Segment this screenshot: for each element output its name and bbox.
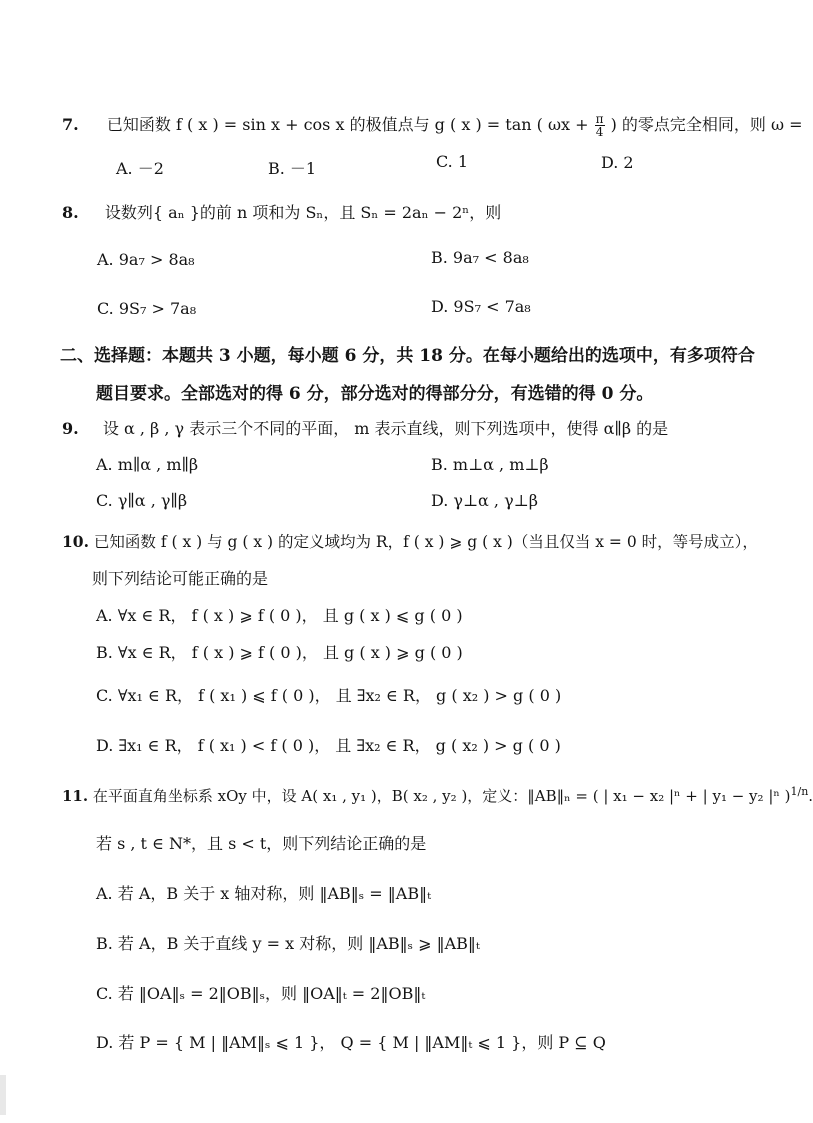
option-b[interactable]: B. 若 A，B 关于直线 y = x 对称，则 ‖AB‖ₛ ⩾ ‖AB‖ₜ <box>96 934 480 953</box>
question-number: 7. <box>62 115 79 134</box>
question-stem: 设 α , β , γ 表示三个不同的平面， m 表示直线，则下列选项中，使得 α∥β 的是 <box>102 419 669 438</box>
section-header-line1: 二、选择题：本题共 3 小题，每小题 6 分，共 18 分。在每小题给出的选项中，有多项符合 <box>60 346 755 366</box>
question-11: 11. 在平面直角坐标系 xOy 中，设 A( x₁ , y₁ )，B( x₂ , y₂ )，定义：‖AB‖ₙ = ( | x₁ − x₂ |ⁿ + | y₁ − y₂ |ⁿ )$^{1/n}$. <box>62 785 813 805</box>
question-stem-formula: f ( x ) = sin x + cos x 的极值点与 g ( x ) = tan ( ωx + <box>176 115 589 134</box>
question-7 <box>62 112 803 138</box>
exponent-one-over-n: 1/n <box>790 785 809 798</box>
option-d[interactable]: D. 若 P = { M | ‖AM‖ₛ ⩽ 1 }， Q = { M | ‖AM‖ₜ ⩽ 1 }，则 P ⊆ Q <box>96 1033 606 1052</box>
option-b[interactable]: B. ∀x ∈ R， f ( x ) ⩾ f ( 0 )， 且 g ( x ) ⩾ g ( 0 ) <box>96 643 463 662</box>
option-a[interactable]: A. m∥α , m∥β <box>96 455 199 474</box>
question-8 <box>62 200 501 223</box>
option-b[interactable]: B. －1 <box>268 159 317 178</box>
option-c[interactable]: C. 若 ‖OA‖ₛ = 2‖OB‖ₛ，则 ‖OA‖ₜ = 2‖OB‖ₜ <box>96 984 426 1003</box>
question-stem-line2: 则下列结论可能正确的是 <box>92 569 269 588</box>
question-number: 10. <box>62 532 89 551</box>
question-number: 11. <box>62 787 89 805</box>
option-d[interactable]: D. ∃x₁ ∈ R， f ( x₁ ) < f ( 0 )， 且 ∃x₂ ∈ R， g ( x₂ ) > g ( 0 ) <box>96 736 561 755</box>
option-a[interactable]: A. 若 A，B 关于 x 轴对称，则 ‖AB‖ₛ = ‖AB‖ₜ <box>96 884 432 903</box>
option-d[interactable]: D. γ⊥α , γ⊥β <box>431 491 538 510</box>
option-c[interactable]: C. 1 <box>436 152 469 171</box>
question-10 <box>62 530 758 552</box>
option-b[interactable]: B. 9a₇ < 8a₈ <box>431 248 529 267</box>
option-b[interactable]: B. m⊥α , m⊥β <box>431 455 549 474</box>
question-stem: 已知函数 f ( x ) 与 g ( x ) 的定义域均为 R，f ( x ) ⩾ g ( x )（当且仅当 x = 0 时，等号成立）， <box>93 533 758 551</box>
question-stem: 已知函数 <box>106 115 171 134</box>
option-c[interactable]: C. γ∥α , γ∥β <box>96 491 188 510</box>
option-c[interactable]: C. ∀x₁ ∈ R， f ( x₁ ) ⩽ f ( 0 )， 且 ∃x₂ ∈ R， g ( x₂ ) > g ( 0 ) <box>96 686 562 705</box>
question-stem-line2: 若 s , t ∈ N*，且 s < t，则下列结论正确的是 <box>96 834 427 853</box>
question-stem: 设数列{ aₙ }的前 n 项和为 Sₙ，且 Sₙ = 2aₙ − 2ⁿ，则 <box>104 203 502 222</box>
scan-edge-shadow <box>0 1075 6 1115</box>
option-c[interactable]: C. 9S₇ > 7a₈ <box>97 299 197 318</box>
option-d[interactable]: D. 9S₇ < 7a₈ <box>431 297 531 316</box>
question-number: 8. <box>62 203 79 222</box>
option-a[interactable]: A. 9a₇ > 8a₈ <box>97 250 195 269</box>
option-d[interactable]: D. 2 <box>601 153 634 172</box>
option-a[interactable]: A. ∀x ∈ R， f ( x ) ⩾ f ( 0 )， 且 g ( x ) ⩽ g ( 0 ) <box>96 606 463 625</box>
option-a[interactable]: A. －2 <box>116 159 164 178</box>
question-stem: 在平面直角坐标系 xOy 中，设 A( x₁ , y₁ )，B( x₂ , y₂ )，定义：‖AB‖ₙ = ( | x₁ − x₂ |ⁿ + | y₁ − y₂ |ⁿ ) <box>92 787 791 805</box>
question-stem-end: ) 的零点完全相同，则 ω = <box>610 115 803 134</box>
section-header-line2: 题目要求。全部选对的得 6 分，部分选对的得部分分，有选错的得 0 分。 <box>96 384 654 404</box>
question-9 <box>62 416 668 439</box>
question-number: 9. <box>62 419 79 438</box>
fraction-pi-over-4: $\frac{\pi}{4}$ <box>595 112 604 139</box>
